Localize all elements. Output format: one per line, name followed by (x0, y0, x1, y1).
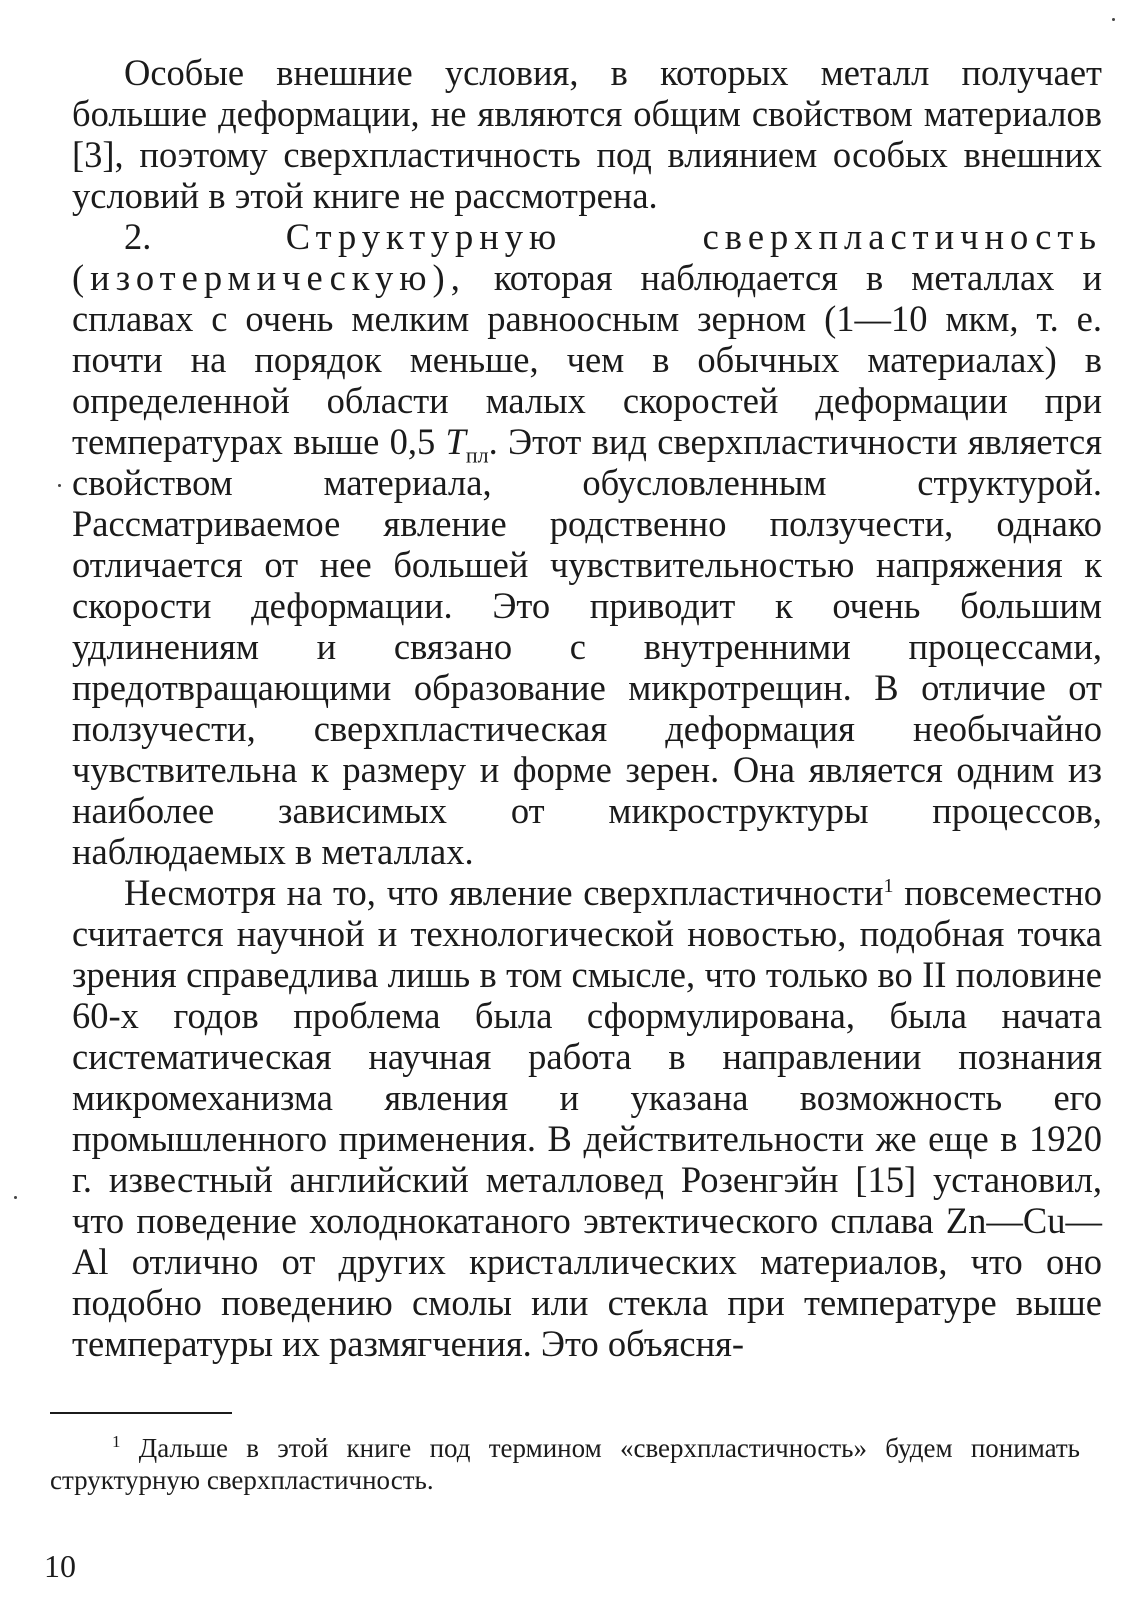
footnote-marker: 1 (112, 1432, 121, 1451)
scan-speck (14, 1196, 17, 1199)
melting-temperature-subscript: пл (465, 442, 489, 468)
page-number: 10 (44, 1548, 76, 1584)
scan-speck (58, 484, 61, 487)
melting-temperature-symbol: T (445, 421, 466, 462)
paragraph-2-text: которая наблюдается в металлах и сплавах с очень мелким равноосным зерном (1—10 мкм, т. е. почти на порядок меньше, чем в обычных материалах) в определенной области малых скоростей деформации при температурах выше 0,5 (72, 257, 1102, 462)
list-number: 2. (124, 216, 152, 257)
scan-speck (1112, 18, 1115, 21)
paragraph-3 (72, 872, 1102, 1364)
term-isothermal: (изотермическую), (72, 257, 466, 298)
paragraph-2-text-cont: . Этот вид сверхпластичности является свойством материала, обусловленным структурой. Рассматриваемое явление родственно ползучести, однако отличается от нее большей чувствительностью напряжения к скорости деформации. Это приводит к очень большим удлинениям и связано с внутренними процессами, предотвращающими образование микротрещин. В отличие от ползучести, сверхпластическая деформация необычайно чувствительна к размеру и форме зерен. Она является одним из наиболее зависимых от микроструктуры процессов, наблюдаемых в металлах. (72, 421, 1102, 872)
footnote-separator (50, 1412, 232, 1414)
footnote-reference: 1 (883, 875, 894, 897)
paragraph-1 (72, 52, 1102, 216)
paragraph-2 (72, 216, 1102, 872)
main-text (72, 52, 1102, 1364)
paragraph-3-text: Несмотря на то, что явление сверхпластичности (124, 872, 884, 913)
paragraph-1-text: Особые внешние условия, в которых металл получает большие деформации, не являются общим свойством материалов [3], поэтому сверхпластичность под влиянием особых внешних условий в этой книге не рассмотрена. (72, 52, 1102, 216)
footnote-text: Дальше в этой книге под термином «сверхпластичность» будем понимать структурную сверхпластичность. (50, 1433, 1080, 1495)
term-structural-superplasticity: Структурную сверхпластичность (285, 216, 1103, 257)
paragraph-3-text-cont: повсеместно считается научной и технологической новостью, подобная точка зрения справедлива лишь в том смысле, что только во II половине 60-х годов проблема была сформулирована, была начата систематическая научная работа в направлении познания микромеханизма явления и указана возможность его промышленного применения. В действительности же еще в 1920 г. известный английский металловед Розенгэйн [15] установил, что поведение холоднокатаного эвтектического сплава Zn—Cu—Al отлично от других кристаллических материалов, что оно подобно поведению смолы или стекла при температуре выше температуры их размягчения. Это объясня- (72, 872, 1102, 1364)
footnote (50, 1432, 1080, 1496)
